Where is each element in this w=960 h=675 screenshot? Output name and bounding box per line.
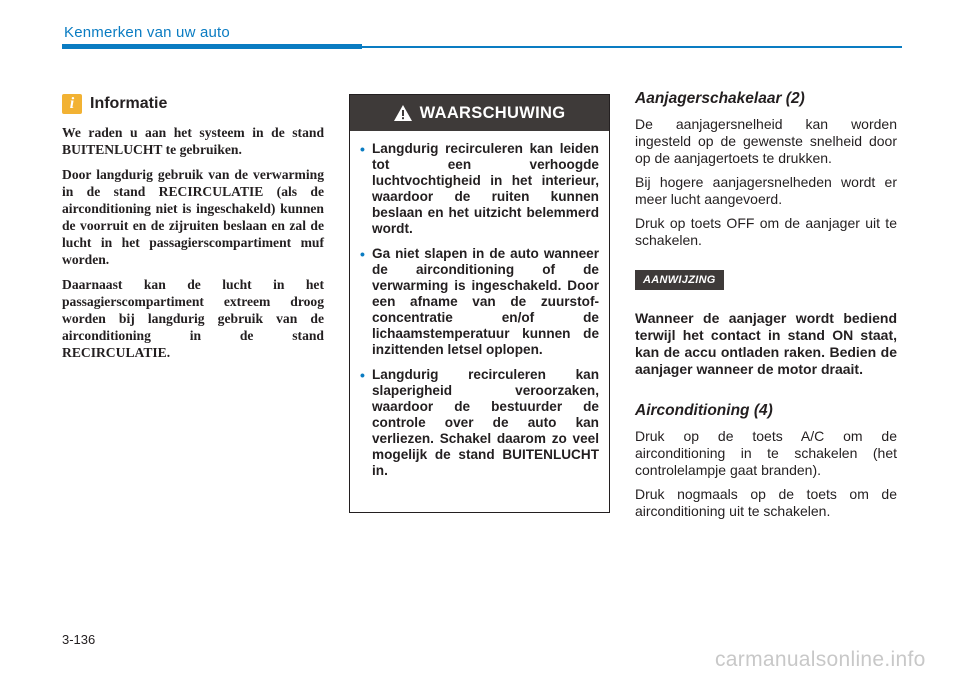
fan-paragraph: Bij hogere aanjagersnelheden wordt er meer lucht aangevoerd. xyxy=(635,174,897,207)
info-section xyxy=(62,94,324,369)
header-rule-thick xyxy=(62,44,362,49)
ac-paragraph: Druk op de toets A/C om de airconditioning in te schakelen (het controlelampje gaat branden). xyxy=(635,428,897,478)
warning-list xyxy=(350,131,609,479)
info-paragraph: We raden u aan het systeem in de stand BUITENLUCHT te gebruiken. xyxy=(62,125,324,157)
info-paragraph: Daarnaast kan de lucht in het passagierscompartiment extreem droog worden bij langdurig gebruik van de airconditioning in de stand RECIRCULATIE. xyxy=(62,277,324,360)
warning-item-text: Langdurig recirculeren kan slaperigheid veroorzaken, waardoor de bestuurder de controle over de auto kan verliezen. Schakel daarom zo veel mogelijk de stand BUITENLUCHT in. xyxy=(372,367,599,478)
fan-title: Aanjagerschakelaar (2) xyxy=(635,90,805,107)
info-paragraph: Door langdurig gebruik van de verwarming in de stand RECIRCULATIE (als de airconditioning niet is ingeschakeld) kunnen de voorruit en de zijruiten beslaan en zal de lucht in het passagierscompartiment muf worden. xyxy=(62,167,324,267)
warning-header xyxy=(350,95,609,131)
note-text: Wanneer de aanjager wordt bediend terwijl het contact in stand ON staat, kan de accu ontladen raken. Bedien de aanjager wanneer de motor draait. xyxy=(635,310,897,377)
warning-item xyxy=(360,141,599,237)
info-heading xyxy=(62,94,324,114)
note-badge: AANWIJZING xyxy=(635,270,724,290)
fan-paragraph: De aanjagersnelheid kan worden ingesteld op de gewenste snelheid door op de aanjagertoets te drukken. xyxy=(635,116,897,166)
warning-title: WAARSCHUWING xyxy=(419,103,566,122)
warning-item xyxy=(360,367,599,479)
info-title: Informatie xyxy=(90,95,168,112)
fan-section xyxy=(635,90,897,378)
warning-item-text: Ga niet slapen in de auto wanneer de airconditioning of de verwarming is ingeschakeld. Door een afname van de zuurstof-concentratie en/of de lichaamstemperatuur kunnen de inzittenden letsel oplopen. xyxy=(372,246,599,357)
watermark: carmanualsonline.info xyxy=(715,648,926,671)
bullet-icon: • xyxy=(360,246,365,262)
page-number: 3-136 xyxy=(62,632,96,647)
section-title: Kenmerken van uw auto xyxy=(64,24,230,41)
bullet-icon: • xyxy=(360,367,365,383)
right-column xyxy=(635,90,897,527)
warning-triangle-icon xyxy=(394,105,412,121)
bullet-icon: • xyxy=(360,141,365,157)
warning-item-text: Langdurig recirculeren kan leiden tot een verhoogde luchtvochtigheid in het interieur, waardoor de ruiten kunnen beslaan en het uitzicht belemmerd wordt. xyxy=(372,141,599,236)
header-rule-thin xyxy=(362,46,902,48)
fan-paragraph: Druk op toets OFF om de aanjager uit te schakelen. xyxy=(635,215,897,248)
warning-item xyxy=(360,246,599,358)
ac-section xyxy=(635,402,897,520)
ac-paragraph: Druk nogmaals op de toets om de airconditioning uit te schakelen. xyxy=(635,486,897,519)
warning-box xyxy=(349,94,610,513)
info-icon: i xyxy=(62,94,82,114)
ac-title: Airconditioning (4) xyxy=(635,402,773,419)
